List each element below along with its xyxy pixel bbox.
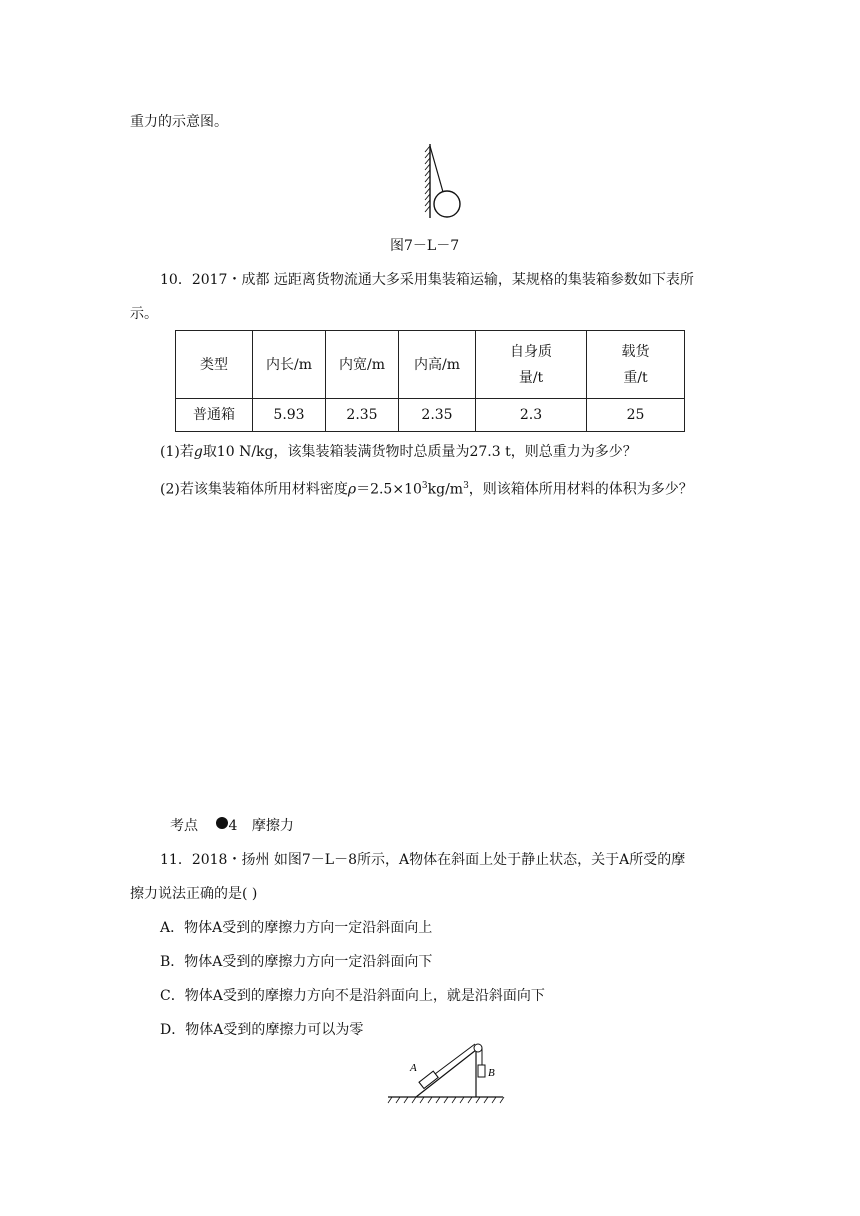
table-header-cell: 内高/m xyxy=(399,331,476,399)
sub2-exp: 3 xyxy=(421,481,428,491)
header-part: 重/t xyxy=(623,369,648,386)
sub1-rest: 取10 N/kg，该集装箱装满货物时总质量为27.3 t，则总重力为多少？ xyxy=(202,444,637,460)
sub1-prefix: (1)若 xyxy=(160,444,194,460)
intro-text: 重力的示意图。 xyxy=(130,114,228,130)
header-part: 自身质 xyxy=(510,343,552,360)
table-row xyxy=(176,399,685,432)
table-cell: 25 xyxy=(587,399,685,432)
section-heading xyxy=(170,816,294,836)
q11-option-a: A．物体A受到的摩擦力方向一定沿斜面向上 xyxy=(160,920,433,936)
q10-sub2 xyxy=(160,476,693,500)
sub2-mid: ＝2.5×10 xyxy=(356,481,422,498)
bullet-icon xyxy=(216,817,228,829)
sub1-g: g xyxy=(193,444,203,460)
table-cell: 5.93 xyxy=(253,399,326,432)
sub2-rest: ，则该箱体所用材料的体积为多少？ xyxy=(468,481,693,498)
label-b: B xyxy=(488,1067,495,1079)
fig7-caption: 图7－L－7 xyxy=(390,238,460,254)
q11-line2: 擦力说法正确的是( ) xyxy=(130,886,258,902)
table-cell: 普通箱 xyxy=(176,399,253,432)
table-cell: 2.35 xyxy=(399,399,476,432)
table-header-cell xyxy=(587,331,685,399)
table-header-row xyxy=(176,331,685,399)
header-part: 载货 xyxy=(621,343,650,360)
q11-option-b: B．物体A受到的摩擦力方向一定沿斜面向下 xyxy=(160,954,433,970)
q11-option-d: D．物体A受到的摩擦力可以为零 xyxy=(160,1022,364,1038)
table-header-cell: 类型 xyxy=(176,331,253,399)
sub2-rho: ρ xyxy=(347,481,357,498)
container-spec-table xyxy=(175,330,685,432)
q10-line1: 10．2017・成都 远距离货物流通大多采用集装箱运输，某规格的集装箱参数如下表所 xyxy=(160,272,694,288)
section-title: 摩擦力 xyxy=(251,818,294,834)
label-a: A xyxy=(410,1062,417,1074)
q11-option-c: C．物体A受到的摩擦力方向不是沿斜面向上，就是沿斜面向下 xyxy=(160,988,545,1004)
header-part: 量/t xyxy=(518,369,544,386)
q10-line1b: 示。 xyxy=(130,306,158,322)
table-header-cell: 内宽/m xyxy=(326,331,399,399)
sub2-unit: kg/m xyxy=(427,481,464,498)
q10-sub1 xyxy=(160,442,637,462)
sub2-prefix: (2)若该集装箱体所用材料密度 xyxy=(160,481,348,498)
table-cell: 2.35 xyxy=(326,399,399,432)
section-number: 4 xyxy=(228,818,238,834)
table-cell: 2.3 xyxy=(476,399,587,432)
table-header-cell: 内长/m xyxy=(253,331,326,399)
sub2-exp2: 3 xyxy=(463,481,469,491)
section-label: 考点 xyxy=(170,818,198,834)
q11-line1: 11．2018・扬州 如图7－L－8所示，A物体在斜面上处于静止状态，关于A所受的摩 xyxy=(160,852,686,868)
table-header-cell xyxy=(476,331,587,399)
pendulum-figure xyxy=(420,142,470,222)
incline-figure xyxy=(388,1040,518,1110)
